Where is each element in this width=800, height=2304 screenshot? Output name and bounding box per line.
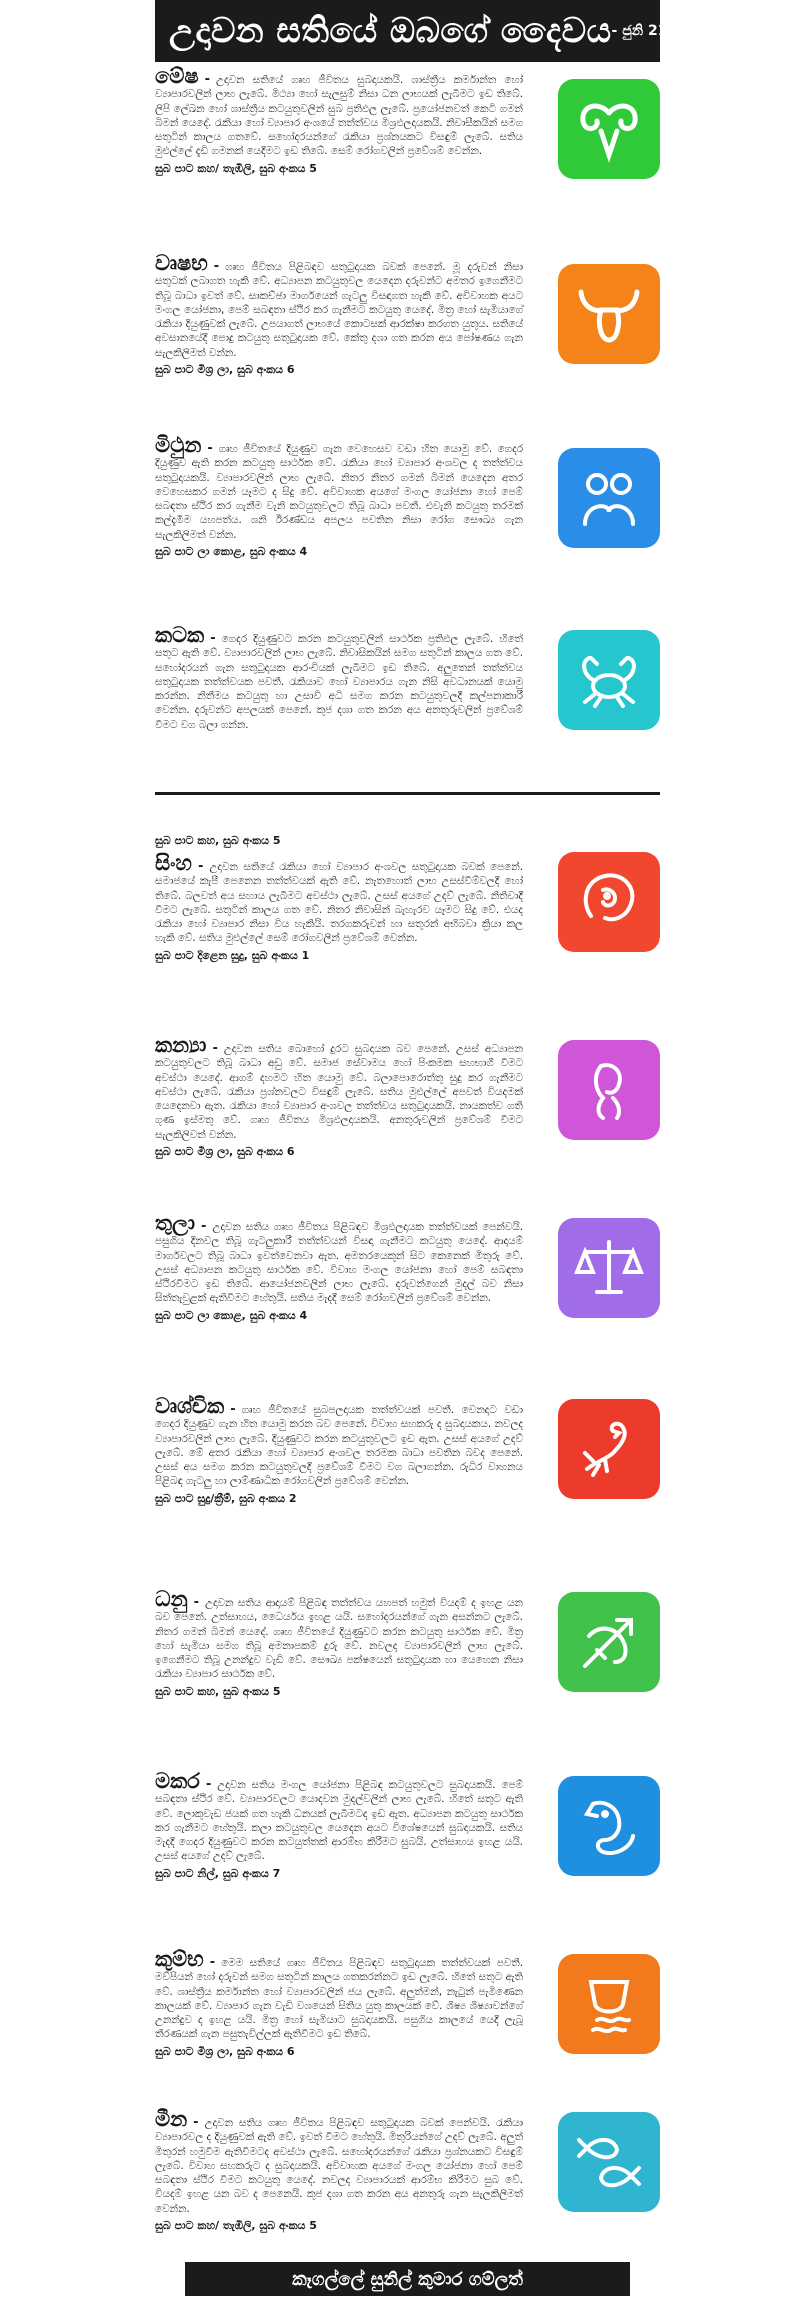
sign-body: ගෘහ ජීවිතය පිළිබඳව සතුටුදායක බවක් පෙනේ. මූ දරුවන් නිසා සතුටක් ලබාගත හැකි වේ. අධ්‍යාපන කටයුතුවල යෙදෙන දරුවන්ට අමතර ඉගෙනීමට තිබූ බාධා ඉවත් වේ. සාකච්ඡා මාර්ගයෙන් ගැටලු විසඳාගත හැකි වේ. අවිවාහක අයට මංගල යෝජනා, පෙම් සබඳතා ස්ථිර කර ගැනීමට කටයුතු යෙදේ. මිත්‍ර හෝ සැමියාගේ රැකියා දියුණුවක් ලැබේ. උපයාගත් ලාභයේ කොටසක් ආරක්ෂා කරගත යුතුය. සතියේ අවසානයේදී පොදු කටයුතු සතුටුදායක වේ. කේතු දශා ගත කරන අය පෝෂණය ගැන සැලකිලිමත් වන්න. [155, 261, 523, 359]
sign-name: තුලා [155, 1211, 195, 1235]
sign-name: කුම්භ [155, 1947, 204, 1971]
horoscope-entry-dhanu [155, 1588, 660, 1770]
lucky-line: සුබ පාට කහ, සුබ අංකය 5 [155, 834, 281, 847]
entry-text [155, 1034, 523, 1159]
sign-name: ධනු [155, 1587, 188, 1611]
bull-icon [558, 264, 660, 364]
sign-body: ගෙදර දියුණුවට කරන කටයුතුවලින් සාර්ථක ප්‍රතිඵල ලැබේ. හිතේ සතුට ඇති වේ. ව්‍යාපාරවලින් ලාභ ලැබේ. නිවාසිකයින් සමග සතුටින් කාලය ගත වේ. සහෝදරයන් ගැන සතුටුදායක ආරංචියක් ලැබීමට ඉඩ තිබේ. අලුතෙන් තත්ත්වය සතුටුදායක තත්ත්වයක පවතී. රැකියාව හෝ ව්‍යාපාරය ගැන නිසි අවධානයක් යොමු කරන්න. නිතීමය කටයුතු හා උසාවි අධි සමග කරන කටයුතුවලදී කල්පනාකාරී වෙන්න. දරුවන්ට අපලයක් පෙනේ. කුජ දශා ගත කරන අය අනතුරුවලින් ප්‍රවේශම් වීමට වග බලා ගන්න. [155, 633, 523, 731]
sign-name: මිථුන [155, 433, 202, 457]
horoscope-entry-kumbha [155, 1948, 660, 2126]
sign-body: මෙම සතියේ ගෘහ ජීවිතය පිළිබඳව සතුටුදායක තත්ත්වයක් පවතී. මව්පියන් හෝ දරුවන් සමග සතුටින් කාලය ගතකරන්නට ඉඩ ලැබේ. හිතේ සතුට ඇති වේ. ශාස්ත්‍රීය කර්මාන්ත හෝ ව්‍යාපාරවලින් ජය ලැබේ. අලුත්මන්, නැටුන් පැමිණෙන කාලයක් වේ. ව්‍යාපාර ගැන වැඩි වශයෙන් සිතිය යුතු කාලයක් වේ. ශිෂ්‍ය ශිෂ්‍යාවන්ගේ උනන්දුව ද ඉහළ යයි. මිත්‍ර හෝ සැමියාට සුබදායකයි. පසුගිය කාලයේ යෙදී ලැබූ තීරණයක් ගැන පසුතැවිල්ලක් ඇතිවීමට ඉඩ තිබේ. [155, 1957, 524, 2041]
dash: - [207, 441, 213, 456]
sign-name: මේෂ [155, 64, 199, 88]
dash: - [213, 259, 220, 274]
crab-icon [558, 630, 660, 730]
author-byline: කෑගල්ලේ සුනිල් කුමාර ගම්ලත් [185, 2262, 630, 2296]
sign-name: සිංහ [155, 851, 192, 875]
horoscope-entry-thula [155, 1212, 660, 1397]
horoscope-entry-kataka [155, 624, 660, 784]
water-bearer-icon [558, 1954, 660, 2054]
horoscope-entry-mesha [155, 65, 660, 250]
dash: - [193, 1595, 200, 1610]
maiden-icon [558, 1040, 660, 1140]
lucky-line: සුබ පාට ලා කොළ, සුබ අංකය 4 [155, 1308, 308, 1322]
entry-text [155, 1395, 523, 1506]
sign-body: ගෘහ ජීවිතයේ සුබපලදායක තත්ත්වයක් පවතී. වෙනදාට වඩා ගෙදර දියුණුව ගැන හිත යොමු කරන බව පෙනේ. විවාහ සහකරු ද සුබදායකය. නවලද ව්‍යාපාරවලින් ලාභ ලැබේ. දියුණුවට කරන කටයුතුවලට ඉඩ ඇත. උසස් අයගේ උදව් ලැබේ. මේ අතර රැකියා හෝ ව්‍යාපාර අංශවල තරමක බාධා පවතින බවද පෙනේ. උසස් අය සමග කරන කටයුතුවලදී ප්‍රවේශම් වීමට වග බලාගන්න. රුධිර වාහනය පිළිබඳ ගැටලු හා ලාම්ණාධික රෝගවලින් ප්‍රවේශම් වෙන්න. [155, 1404, 523, 1488]
dash: - [193, 2115, 199, 2130]
sign-body: උදාවන සතියේ රැකියා හෝ ව්‍යාපාර අංශවල සතුටුදායක බවක් පෙනේ. සමාජයේ කැපී පෙනෙන තත්ත්වයක් ඇති වේ. නැතහොත් ලාභ උසස්වීම්වලදී හෝ තිබේ. බලවත් අය සහාය ලැබීමට අවස්ථා ලැබේ. උසස් අයගේ උදව් ලැබේ. නිතිවාදී වීමට ලැබේ. සතුටින් කාලය ගත වේ. නිතර නිවාසින් බැහැරව යෑමට සිදු වේ. එයද රැකියා හෝ ව්‍යාපාර නිසා විය හැකියි. තරගකරුවන් හා සතුරන් අභිබවා ක්‍රියා කල හැකි වේ. සතිය මුළුල්ලේ සෙම් රෝගවලින් ප්‍රවේශම් වෙන්න. [155, 861, 523, 945]
sign-name: කන්‍යා [155, 1033, 207, 1057]
sign-name: මීන [155, 2107, 188, 2131]
fish-icon [558, 2112, 660, 2212]
dash: - [197, 859, 204, 874]
entry-text [155, 624, 523, 732]
lucky-line: සුබ පාට නිල්, සුබ අංකය 7 [155, 1866, 281, 1880]
dash: - [205, 1777, 212, 1792]
lucky-line: සුබ පාට මිශ්‍ර ලා, සුබ අංකය 6 [155, 2044, 295, 2058]
entry-text [155, 1948, 523, 2059]
entry-text [155, 852, 523, 963]
sign-body: උදාවන සතිය ආදායම් පිළිබඳ තත්ත්වය යහපත් හමුත් වියදම් ද ඉහළ යන බව පෙනේ. උත්සාහය, ධෛර්යය ඉහළ යයි. සහෝදරයන්ගේ ගැන අසන්නට ලැබේ. නිතර ගමන් බිමන් යෙදේ. ගෘහ ජීවිතයේ දියුණුවට කරන කටයුතු සාර්ථක වේ. මිත්‍ර හෝ සැමියා සමග තිබූ අමනාපකම් දුරු වේ. නවලද ව්‍යාපාරවලින් ලාභ ලැබේ. ඉගෙනීමට තිබූ උනන්දුව වැඩි වේ. සෞඛ්‍ය පක්ෂයෙන් සතුටුදායක හා යෙහෙන නිසා රැකියා ව්‍යාපාර සාර්ථක වේ. [155, 1597, 523, 1681]
lucky-line: සුබ පාට මිශ්‍ර ලා, සුබ අංකය 6 [155, 363, 295, 377]
archer-icon [558, 1592, 660, 1692]
dash: - [204, 72, 211, 87]
entry-text [155, 1770, 523, 1881]
horoscope-entry-simha [155, 852, 660, 1042]
sign-body: උදාවන සතිය බොහෝ දුරට සුබදායක බව පෙනේ. උසස් අධ්‍යාපන කටයුතුවලට තිබූ බාධා අඩු වේ. සමාජ සේවාමය හෝ පිංකමක සහභාගී වීමට අවස්ථා යෙදේ. ආගම් දහමට හිත යොමු වේ. බලාපොරොත්තු සුදු කර ගැනීමට අවස්ථා ලැබේ. රැකියා ප්‍රශ්නවලට විසඳුම් ලැබේ. සතිය මුළුල්ලේ අපවත් වියදමක් යෙදෙනවා ඇත. රැකියා හෝ ව්‍යාපාර අංශවල තත්ත්වය සතුටුදායකයි. නායකත්ව ගති ගුණ ඉස්මතු වේ. ගෘහ ජීවිතය මිශ්‍රඵලදායකයි. අනතුරුවලින් ප්‍රවේශම් වීමට සැලකිලිවත් වන්න. [155, 1043, 523, 1141]
horoscope-entry-vrushabha [155, 252, 660, 432]
sign-name: වෘෂභ [155, 251, 208, 275]
sign-name: කටක [155, 623, 205, 647]
lucky-line: සුබ පාට කහ/ තැඹිලි, සුබ අංකය 5 [155, 2219, 317, 2233]
sign-body: උදාවන සතිය මංගල යෝජනා පිළිබඳ කටයුතුවලට සුබදායකයි. පෙම් සබඳතා ස්ථිර වේ. ව්‍යාපාරවලට යොදවන මුදල්වලින් ලාභ ලැබේ. හිතේ සතුට ඇති වේ. ලොකුවැඩ ජයක් ගත හැකි ධනයක් ලැබීමටද ඉඩ ඇත. අධ්‍යාපන කටයුතු සාර්ථක කර ගැනීමට හේතුයි. කලා කටයුතුවල යෙදෙන අයට විශේෂයෙන් සුබදායකයි. සතිය මැදදී ගෙදර දියුණුවට කරන කටයුත්තක් ආරම්භ කිරීමට සුබයි. උත්සාහය ඉහළ යයි. උසස් අයගේ උදව් ලැබේ. [155, 1779, 523, 1863]
horoscope-entry-makara [155, 1770, 660, 1948]
sign-body: උදාවන සතියේ ගෘහ ජීවිතය සුබදායකයි. ශාස්ත්‍රීය කර්මාන්ත හෝ ව්‍යාපාරවලින් ලාභ ලැබේ. මිථ්‍යා හෝ සැලසුම් නිසා ධන ලාභයක් ලැබීමට ඉඩ තිබේ. ලිපි ලේඛන හෝ ශාස්ත්‍රීය කටයුතුවලින් සුබ ප්‍රතිඵල ලැබේ. ප්‍රයෝජනවත් කෙටි ගමන් බිමන් යෙදේ. රැකියා හෝ ව්‍යාපාර අංශයේ තත්ත්වය මිශ්‍රඵලදායකයි. නිවාසීකයින් සමග සතුටින් කාලය ගතවේ. සහෝදරයන්ගේ රැකියා ප්‍රශ්නයකට විසඳුම් ලැබේ. සතිය මුළුල්ලේ දැඩි ගමනක් යෙදීමට ඉඩ තිබේ. සෙම් රෝගවලින් ප්‍රවේශම් වෙන්න. [155, 74, 523, 158]
dash: - [210, 631, 216, 646]
sign-body: උදාවන සතිය ගෘහ ජීවිතය පිළිබඳව සතුටුදායක බවක් පෙන්වයි. රැකියා ව්‍යාපාරවල ද දියුණුවක් ඇති වේ. ඉවත් වීමට හේතුයි. මිතුරියන්ගේ උදව් ලැබේ. අලුත් මිතුරන් හමුවීම ඇතිවීමටද අවස්ථා ලැබේ. සහෝදරයන්ගේ රැකියා ප්‍රශ්නයකට විසඳුම් ලැබේ. විවාහ සහකරුට ද සුබදායකයි. අවිවාහක අයගේ මංගල යෝජනා හෝ පෙම් සබඳතා ස්ථිර වීමට කටයුතු යෙදේ. නවලද ව්‍යාපාරයක් ආරම්භ කිරීමට සුබ වේ. වියදම් ඉහළ යන බව ද පෙනෙයි. කුජ දශා ගත කරන අය අනතුරු ගැන සැලකිලිමත් වෙන්න. [155, 2117, 523, 2215]
sign-body: ගෘහ ජීවිතයේ දියුණුව ගැන වෙහෙසව වඩා හිත යොමු වේ. ගෙදර දියුණුව ඇති කරන කටයුතු සාර්ථක වේ. රැකියා හෝ ව්‍යාපාර අංශවල ද තත්ත්වය සතුටුදායකයි. ව්‍යාපාරවලින් ලාභ ලැබේ. නිතර නිතර ගමන් බිමන් යෙදෙන අතර වෙහෙසකර ගමන් යෑමට ද සිදු වේ. අවිවාහක අයගේ මංගල යෝජනා හෝ පෙම් සබඳතා ස්ථිර කර ගැනීම වැනි කටයුතුවලට තිබූ බාධා පවතී. එවැනි කටයුතු තරමක් කල්දැමීම යහපත්ය. ශනි ඊරණ්ඩය අපලය පවතින නිසා රෝග සෞඛ්‍ය ගැන සැලකිලිමත් වන්න. [155, 443, 523, 541]
page-header [155, 0, 693, 62]
ram-icon [558, 79, 660, 179]
sign-name: මකර [155, 1769, 200, 1793]
scales-icon [558, 1218, 660, 1318]
page-title: උදාවන සතියේ ඔබගේ දෛවය [169, 11, 612, 51]
scorpion-icon [558, 1399, 660, 1499]
lucky-line: සුබ පාට ලා කොළ, සුබ අංකය 4 [155, 545, 308, 559]
lion-icon [558, 852, 660, 952]
dash: - [200, 1219, 207, 1234]
horoscope-entry-mithuna [155, 434, 660, 622]
dash: - [212, 1041, 218, 1056]
entry-text [155, 65, 523, 176]
section-divider [155, 792, 660, 795]
horoscope-entry-vrushchika [155, 1395, 660, 1565]
sign-name: වෘශ්චික [155, 1394, 225, 1418]
entry-text [155, 434, 523, 559]
lucky-line: සුබ පාට කහ/ තැඹිලි, සුබ අංකය 5 [155, 161, 317, 175]
dash: - [209, 1955, 216, 1970]
horoscope-entry-meena [155, 2108, 660, 2258]
lucky-line: සුබ පාට මිශ්‍ර ලා, සුබ අංකය 6 [155, 1145, 295, 1159]
sign-body: උදාවන සතිය ගෘහ ජීවිතය පිළිබඳව මිශ්‍රඵලදායක තත්ත්වයක් පෙන්වයි. පසුගිය දිනවල තිබූ ගැටලුකාරී තත්ත්වයන් විසඳා ගැනීමට කටයුතු යෙදේ. ආදායම් මාර්ගවලට තිබූ බාධා ඉවත්වෙනවා ඇත. අමතරයෙකුන් සිට කෙනෙක් මිතුරු වේ. උසස් අධ්‍යාපන කටයුතු සාර්ථක වේ. විවාහ මංගල යෝජනා හෝ පෙම් සබඳතා ස්ථිරවීමට ඉඩ තිබේ. ආයෝජනවලින් ලාභ ලැබේ. දරුවන්ගෙන් මුදල් බව නිසා සිත්තැවුළක් ඇතිවීමට හේතුයි. සතිය මැදදී සෙම් රෝගවලින් ප්‍රවේශම් වෙන්න. [155, 1221, 523, 1305]
entry-text [155, 252, 523, 377]
makara-icon [558, 1776, 660, 1876]
horoscope-entry-kanya [155, 1034, 660, 1212]
entry-text [155, 2108, 523, 2233]
dash: - [230, 1402, 236, 1417]
lucky-line: සුබ පාට කහ, සුබ අංකය 5 [155, 1684, 281, 1698]
entry-text [155, 1212, 523, 1323]
entry-text [155, 1588, 523, 1699]
lucky-line: සුබ පාට දිළෙන සුදු, සුබ අංකය 1 [155, 948, 310, 962]
header-date: - ජුනි 21 සිට [611, 23, 693, 39]
twins-icon [558, 448, 660, 548]
lucky-line: සුබ පාට සුදු/ක්‍රීම්, සුබ අංකය 2 [155, 1491, 297, 1505]
